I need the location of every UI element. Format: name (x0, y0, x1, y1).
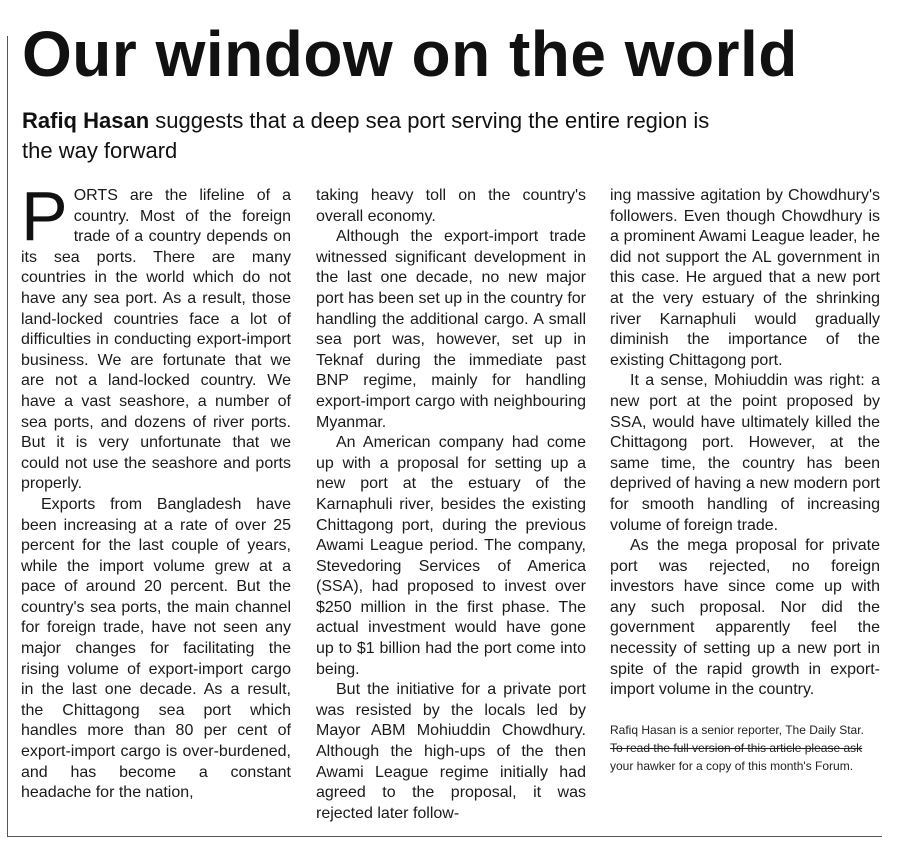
bottom-rule (7, 836, 882, 837)
bio-line-struck: To read the full version of this article please ask (610, 740, 863, 755)
article-paragraph: Although the export-import trade witnessed significant development in the last one decade, no new major port has been set up in the country for handling the additional cargo. A small sea port was, however, set up in Teknaf during the immediate past BNP regime, mainly for handling export-import cargo with neighbouring Myanmar. (316, 228, 586, 431)
article-column-3 (610, 186, 880, 775)
author-name: Rafiq Hasan (22, 108, 150, 133)
headline: Our window on the world (22, 18, 798, 90)
article-paragraph: As the mega proposal for private port was rejected, no foreign investors have since come up with any such proposal. Nor did the government apparently feel the necessity of setting up a new port in spite of the rapid growth in export-import volume in the country. (610, 537, 880, 699)
article-paragraph: But the initiative for a private port was resisted by the locals led by Mayor ABM Mohiuddin Chowdhury. Although the high-ups of the then Awami League regime initially had agreed to the proposal, it was rejected later follow- (316, 681, 586, 822)
article-paragraph: ing massive agitation by Chowdhury's followers. Even though Chowdhury is a prominent Awami League leader, he did not support the AL government in this case. He argued that a new port at the very estuary of the shrinking river Karnaphuli would gradually diminish the importance of the existing Chittagong port. (610, 187, 880, 369)
article-column-2 (316, 186, 586, 824)
bio-line: your hawker for a copy of this month's Forum. (610, 758, 854, 773)
article-paragraph: It a sense, Mohiuddin was right: a new port at the point proposed by SSA, would have ultimately killed the Chittagong port. However, at the same time, the country has been deprived of having a new modern port for smooth handling of increasing volume of foreign trade. (610, 372, 880, 534)
article-paragraph: Exports from Bangladesh have been increasing at a rate of over 25 percent for the last couple of years, while the import volume grew at a pace of around 20 percent. But the country's sea ports, the main channel for foreign trade, have not seen any major changes for facilitating the rising volume of export-import cargo in the last one decade. As a result, the Chittagong sea port which handles more than 80 per cent of export-import cargo is over-burdened, and has become a constant headache for the nation, (21, 495, 291, 802)
bio-line: Rafiq Hasan is a senior reporter, The Daily Star. (610, 722, 864, 737)
author-bio (610, 721, 880, 775)
article-paragraph: PORTS are the lifeline of a country. Most of the foreign trade of a country depends on its sea ports. There are many countries in the world which do not have any sea port. As a result, those land-locked countries face a lot of difficulties in conducting export-import business. We are fortunate that we are not a land-locked country. We have a vast seashore, a number of sea ports, and dozens of river ports. But it is very unfortunate that we could not use the seashore and ports properly. (21, 177, 291, 493)
article-column-1 (21, 177, 291, 804)
drop-cap: P (21, 177, 68, 255)
standfirst-text: suggests that a deep sea port serving the entire region is the way forward (22, 108, 710, 163)
left-column-rule (7, 36, 8, 836)
article-paragraph: taking heavy toll on the country's overall economy. (316, 187, 586, 225)
standfirst (22, 106, 742, 166)
article-paragraph: An American company had come up with a proposal for setting up a new port at the estuary of the Karnaphuli river, besides the existing Chittagong port, during the previous Awami League period. The company, Stevedoring Services of America (SSA), had proposed to invest over $250 million in the first phase. The actual investment would have gone up to $1 billion had the port come into being. (316, 434, 586, 678)
